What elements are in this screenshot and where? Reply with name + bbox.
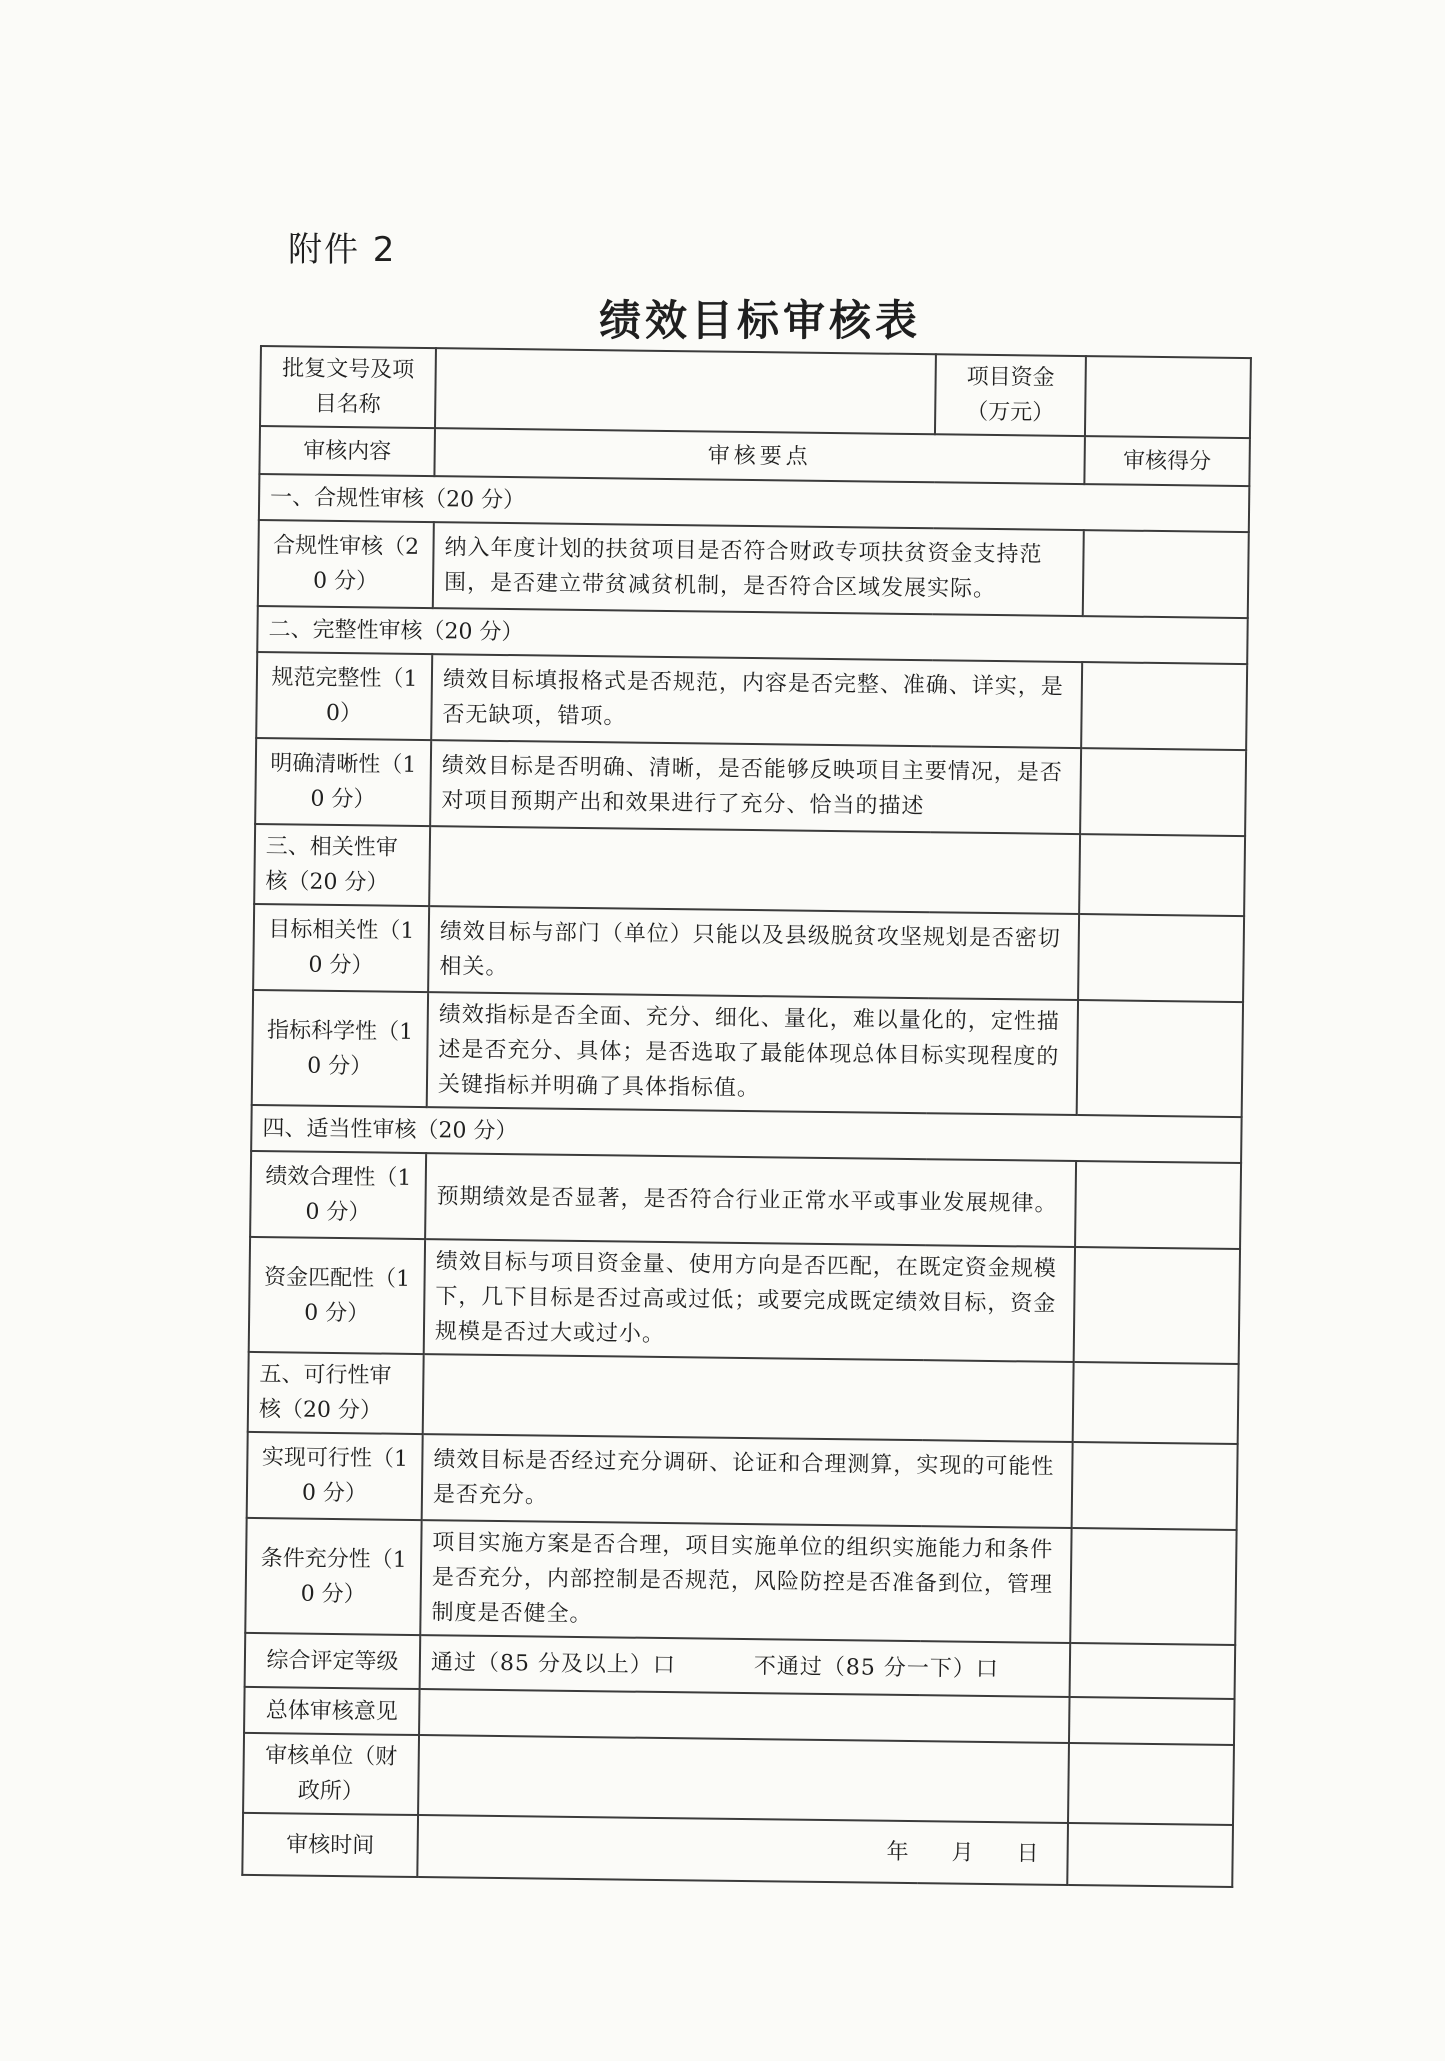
funds-label: 项目资金（万元）	[935, 354, 1086, 436]
pass-option[interactable]: 通过（85 分及以上）口	[430, 1649, 677, 1678]
score-cell[interactable]	[1072, 1442, 1238, 1530]
section-heading: 三、相关性审核（20 分）	[254, 824, 430, 906]
score-cell[interactable]	[1077, 1000, 1243, 1117]
section-heading: 五、可行性审核（20 分）	[248, 1352, 424, 1434]
score-cell[interactable]	[1083, 530, 1249, 618]
table-row	[245, 1518, 1236, 1645]
approval-label: 批复文号及项目名称	[260, 346, 436, 428]
fail-option[interactable]: 不通过（85 分一下）口	[753, 1653, 1000, 1682]
unit-extra-cell[interactable]	[1068, 1743, 1234, 1825]
section-blank	[429, 826, 1080, 914]
table-row	[250, 1151, 1241, 1249]
score-cell[interactable]	[1078, 914, 1244, 1002]
section-row	[254, 824, 1245, 916]
funds-field[interactable]	[1085, 356, 1251, 438]
grade-label: 综合评定等级	[245, 1633, 421, 1689]
section-heading: 二、完整性审核（20 分）	[257, 606, 1247, 664]
audit-table	[241, 345, 1252, 1888]
attachment-number: 附件 2	[288, 230, 397, 270]
item-label: 资金匹配性（10 分）	[249, 1237, 425, 1354]
table-row	[247, 1432, 1238, 1530]
score-cell[interactable]	[1079, 834, 1245, 916]
opinion-label: 总体审核意见	[244, 1687, 420, 1735]
grade-options	[420, 1635, 1071, 1697]
item-label: 绩效合理性（10 分）	[250, 1151, 426, 1239]
item-text: 绩效指标是否全面、充分、细化、量化，难以量化的，定性描述是否充分、具体；是否选取了最能体现总体目标实现程度的关键指标并明确了具体指标值。	[427, 992, 1078, 1115]
section-heading: 一、合规性审核（20 分）	[259, 474, 1249, 532]
score-cell[interactable]	[1073, 1362, 1239, 1444]
section-row	[248, 1352, 1239, 1444]
table-row	[255, 738, 1246, 836]
item-text: 纳入年度计划的扶贫项目是否符合财政专项扶贫资金支持范围，是否建立带贫减贫机制，是否符合区域发展实际。	[433, 522, 1084, 616]
item-label: 规范完整性（10）	[256, 652, 432, 740]
item-text: 项目实施方案是否合理，项目实施单位的组织实施能力和条件是否充分，内部控制是否规范，风险防控是否准备到位，管理制度是否健全。	[420, 1520, 1071, 1643]
form-title: 绩效目标审核表	[598, 296, 921, 345]
item-label: 指标科学性（10 分）	[252, 990, 428, 1107]
item-label: 明确清晰性（10 分）	[255, 738, 431, 826]
item-label: 合规性审核（20 分）	[258, 520, 434, 608]
approval-field[interactable]	[435, 348, 936, 434]
table-row	[258, 520, 1249, 618]
item-label: 条件充分性（10 分）	[245, 1518, 421, 1635]
time-extra-cell[interactable]	[1067, 1823, 1233, 1887]
table-row	[252, 990, 1243, 1117]
item-text: 绩效目标填报格式是否规范，内容是否完整、准确、详实，是否无缺项，错项。	[431, 654, 1082, 748]
section-heading: 四、适当性审核（20 分）	[251, 1105, 1241, 1163]
unit-label: 审核单位（财政所）	[243, 1733, 419, 1815]
item-text: 预期绩效是否显著，是否符合行业正常水平或事业发展规律。	[425, 1153, 1076, 1247]
item-text: 绩效目标与项目资金量、使用方向是否匹配，在既定资金规模下，几下目标是否过高或过低；或要完成既定绩效目标，资金规模是否过大或过小。	[424, 1239, 1075, 1362]
points-header: 审核要点	[434, 428, 1085, 484]
score-header: 审核得分	[1084, 436, 1250, 486]
score-cell[interactable]	[1081, 662, 1247, 750]
table-row	[253, 904, 1244, 1002]
header-row-project	[260, 346, 1251, 438]
item-text: 绩效目标与部门（单位）只能以及县级脱贫攻坚规划是否密切相关。	[428, 906, 1079, 1000]
item-text: 绩效目标是否明确、清晰，是否能够反映项目主要情况，是否对项目预期产出和效果进行了充分、恰当的描述	[430, 740, 1081, 834]
item-label: 目标相关性（10 分）	[253, 904, 429, 992]
content-header: 审核内容	[259, 426, 435, 476]
score-cell[interactable]	[1080, 748, 1246, 836]
unit-row	[243, 1733, 1234, 1825]
time-row	[242, 1813, 1233, 1887]
table-row	[249, 1237, 1240, 1364]
score-cell[interactable]	[1070, 1528, 1236, 1645]
unit-field[interactable]	[418, 1735, 1069, 1823]
grade-score-cell[interactable]	[1070, 1643, 1236, 1699]
table-row	[256, 652, 1247, 750]
score-cell[interactable]	[1074, 1247, 1240, 1364]
opinion-extra-cell[interactable]	[1069, 1697, 1235, 1745]
date-field[interactable]: 年 月 日	[417, 1815, 1068, 1885]
score-cell[interactable]	[1075, 1161, 1241, 1249]
item-label: 实现可行性（10 分）	[247, 1432, 423, 1520]
item-text: 绩效目标是否经过充分调研、论证和合理测算，实现的可能性是否充分。	[422, 1434, 1073, 1528]
time-label: 审核时间	[242, 1813, 418, 1877]
opinion-field[interactable]	[419, 1689, 1070, 1743]
section-blank	[423, 1354, 1074, 1442]
